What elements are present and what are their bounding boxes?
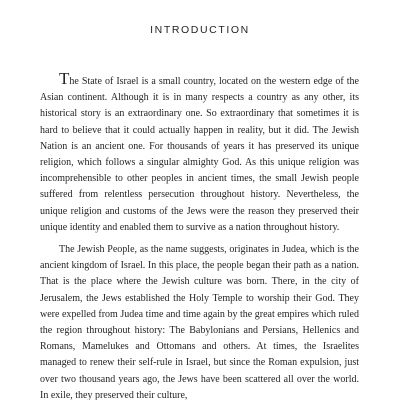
paragraph-1-text: he State of Israel is a small country, located on the western edge of the Asian continent. Although it is in many respects a country as any other, its historical story is an extraordinary one. So extraordinary that sometimes it is hard to believe that it could actually happen in reality, but it did. The Jewish Nation is an ancient one. For thousands of years it has preserved its unique religion, which follows a singular almighty God. As this unique religion was incomprehensible to other peoples in ancient times, the small Jewish people suffered from relentless persecution throughout history. Nevertheless, the unique religion and customs of the Jews were the reason they preserved their unique identity and enabled them to survive as a nation throughout history.: [40, 76, 359, 233]
body-text: [40, 69, 359, 400]
chapter-heading: INTRODUCTION: [150, 24, 250, 36]
paragraph-1: [40, 69, 359, 236]
paragraph-2: The Jewish People, as the name suggests, originates in Judea, which is the ancient kingdom of Israel. In this place, the people began their path as a nation. That is the place where the Jewish culture was born. There, in the city of Jerusalem, the Jews established the Holy Temple to worship their God. They were expelled from Judea time and time again by the great empires which ruled the region throughout history: The Babylonians and Persians, Hellenics and Romans, Mamelukes and Ottomans and others. At times, the Israelites managed to renew their self-rule in Israel, but since the Roman expulsion, just over two thousand years ago, the Jews have been scattered all over the world. In exile, they preserved their culture,: [40, 244, 359, 400]
drop-cap: T: [59, 69, 70, 88]
